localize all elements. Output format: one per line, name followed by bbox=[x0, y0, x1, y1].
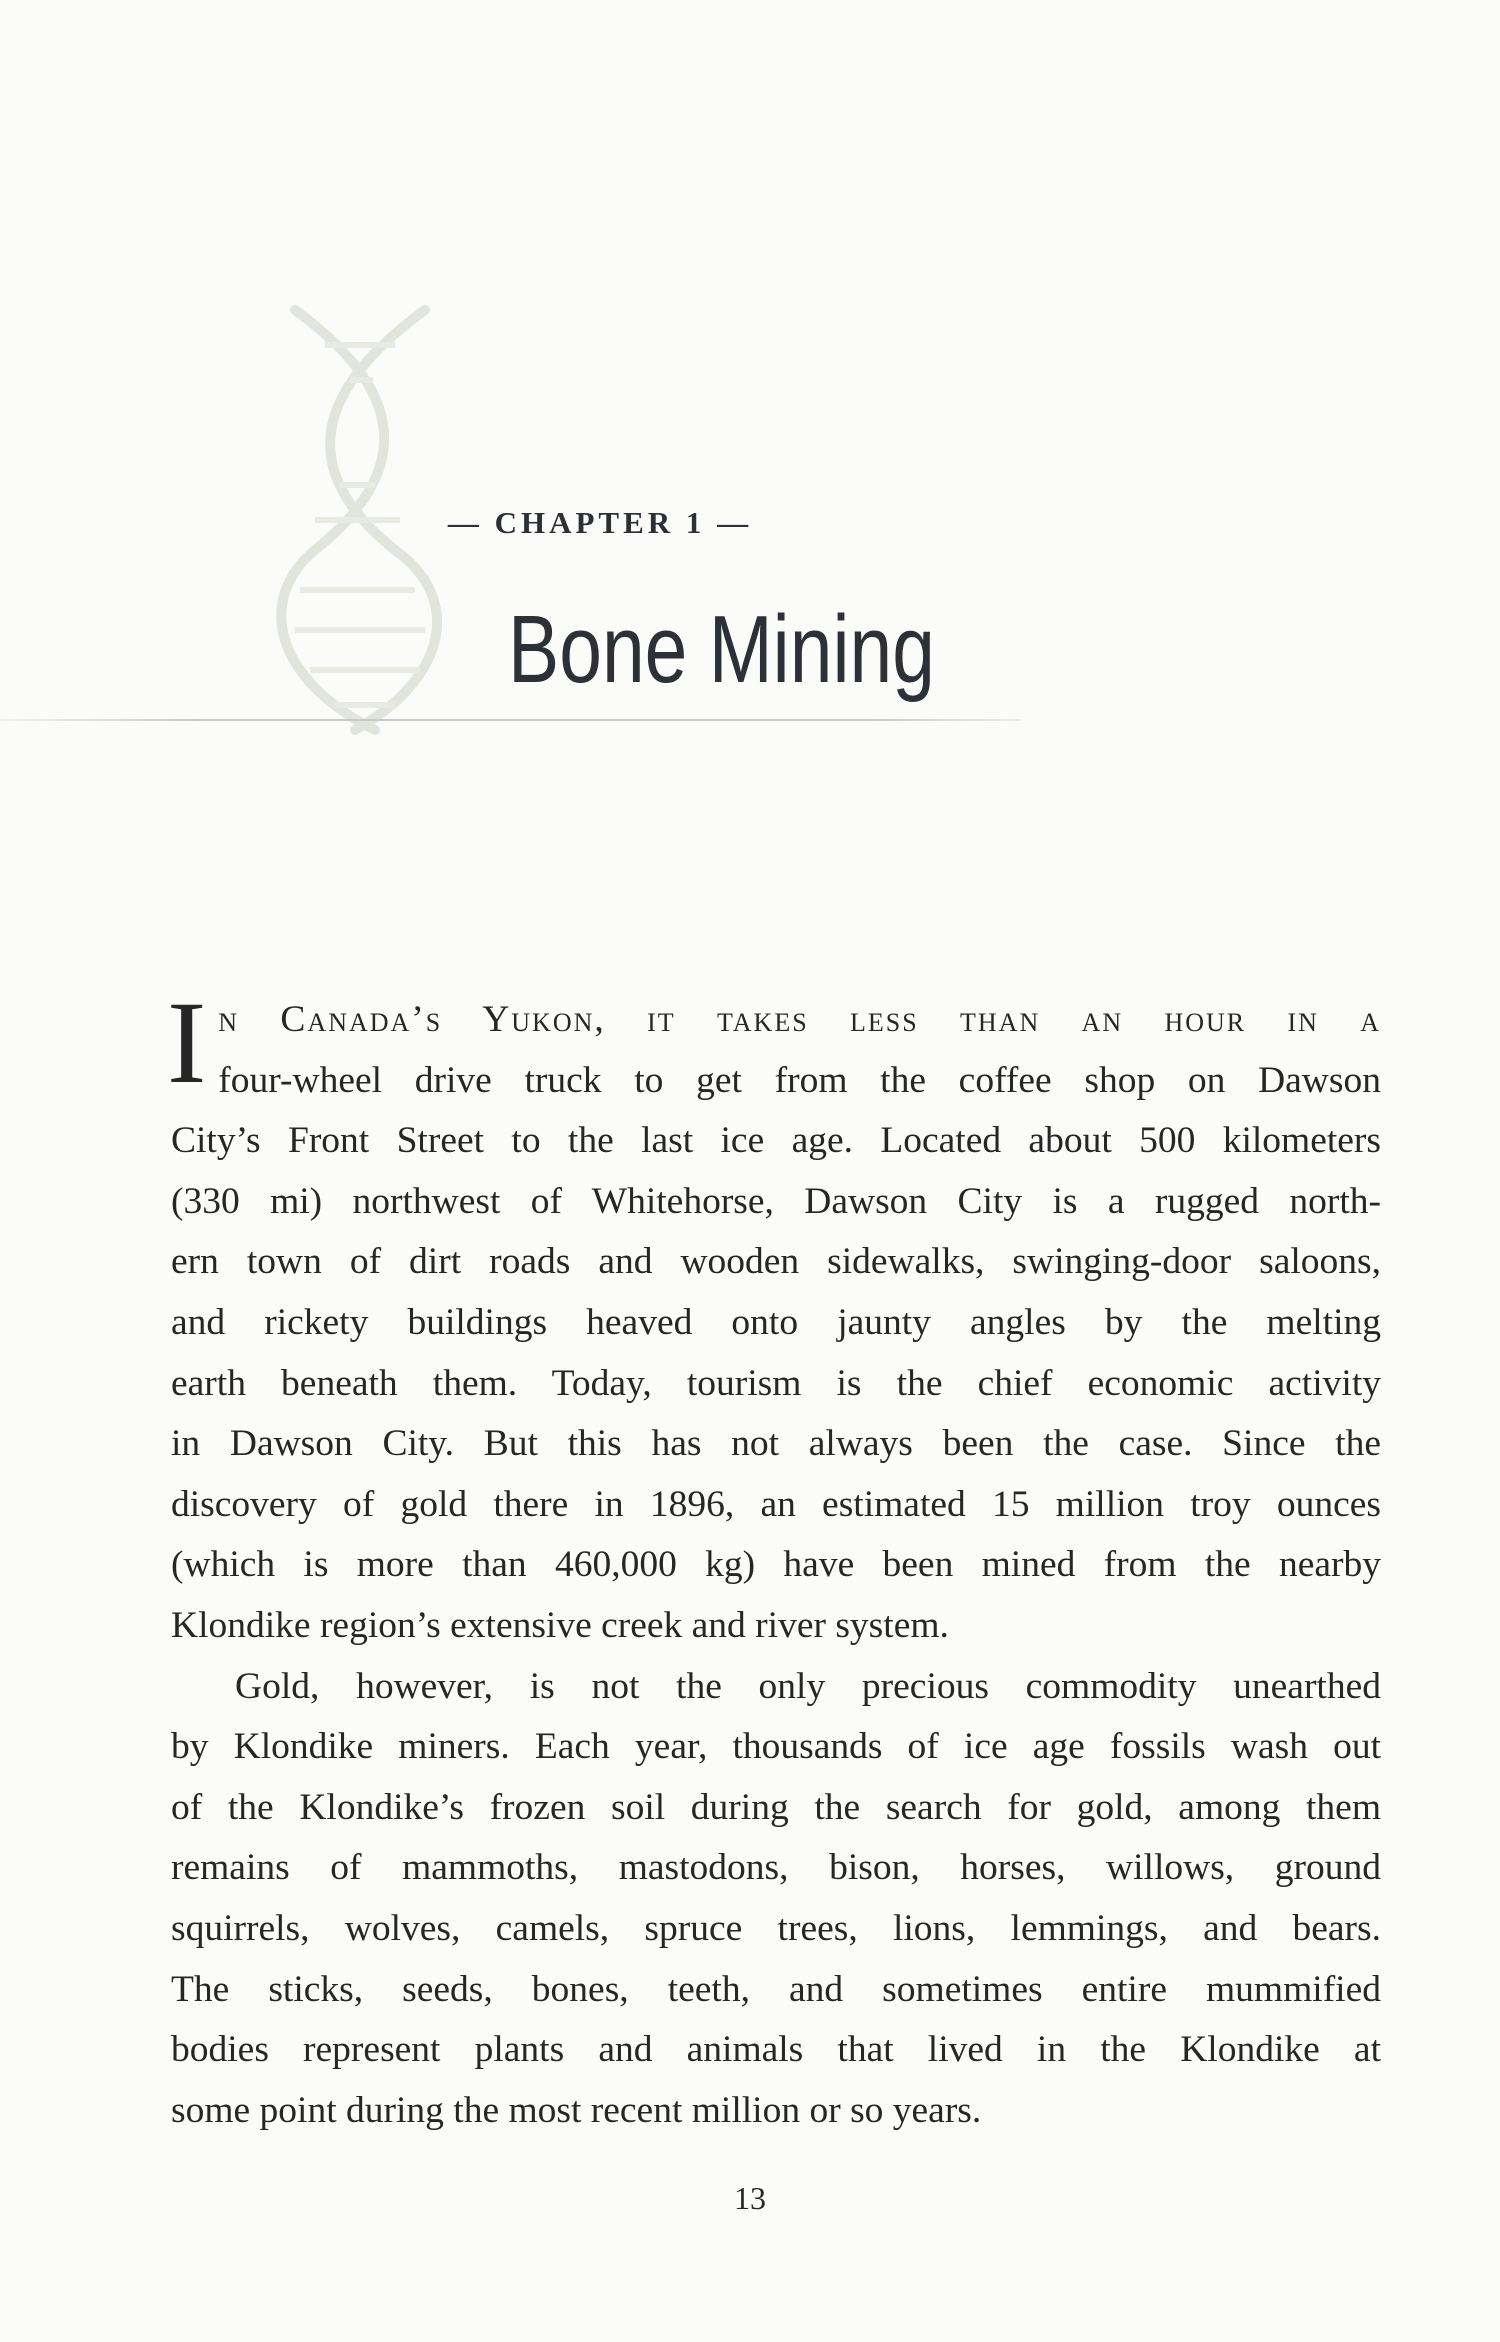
text-line: by Klondike miners. Each year, thousands of ice age fossils wash out bbox=[171, 1726, 1381, 1768]
text-line: of the Klondike’s frozen soil during the search for gold, among them bbox=[171, 1786, 1381, 1828]
text-line: four-wheel drive truck to get from the coffee shop on Dawson bbox=[218, 1059, 1381, 1101]
text-line: (which is more than 460,000 kg) have been mined from the nearby bbox=[171, 1544, 1381, 1586]
text-line: earth beneath them. Today, tourism is the chief economic activity bbox=[171, 1362, 1381, 1404]
drop-cap: I bbox=[167, 977, 207, 1108]
text-line: in Dawson City. But this has not always been the case. Since the bbox=[171, 1423, 1381, 1465]
text-line: City’s Front Street to the last ice age. Located about 500 kilometers bbox=[171, 1120, 1381, 1162]
text-line: n Canada’s Yukon, it takes less than an hour in a bbox=[218, 999, 1381, 1040]
chapter-label: — CHAPTER 1 — bbox=[447, 505, 753, 540]
title-rule bbox=[0, 719, 1020, 721]
text-line: bodies represent plants and animals that lived in the Klondike at bbox=[171, 2029, 1381, 2071]
text-line: some point during the most recent million or so years. bbox=[171, 2089, 982, 2131]
paragraph-2 bbox=[171, 1657, 1381, 2142]
text-line: (330 mi) northwest of Whitehorse, Dawson City is a rugged north- bbox=[171, 1180, 1381, 1222]
page-number: 13 bbox=[734, 2180, 766, 2216]
paragraph-1 bbox=[167, 977, 1381, 1657]
text-line: The sticks, seeds, bones, teeth, and sometimes entire mummified bbox=[171, 1968, 1381, 2010]
text-line: ern town of dirt roads and wooden sidewalks, swinging-door saloons, bbox=[171, 1241, 1381, 1283]
text-line: squirrels, wolves, camels, spruce trees, lions, lemmings, and bears. bbox=[171, 1907, 1381, 1949]
text-line: and rickety buildings heaved onto jaunty angles by the melting bbox=[171, 1301, 1381, 1343]
text-line: Klondike region’s extensive creek and river system. bbox=[171, 1604, 949, 1646]
text-line: discovery of gold there in 1896, an estimated 15 million troy ounces bbox=[171, 1483, 1381, 1525]
chapter-body bbox=[167, 977, 1381, 2141]
text-line: Gold, however, is not the only precious commodity unearthed bbox=[235, 1665, 1381, 1707]
text-line: remains of mammoths, mastodons, bison, horses, willows, ground bbox=[171, 1847, 1381, 1889]
chapter-title: Bone Mining bbox=[508, 596, 935, 703]
